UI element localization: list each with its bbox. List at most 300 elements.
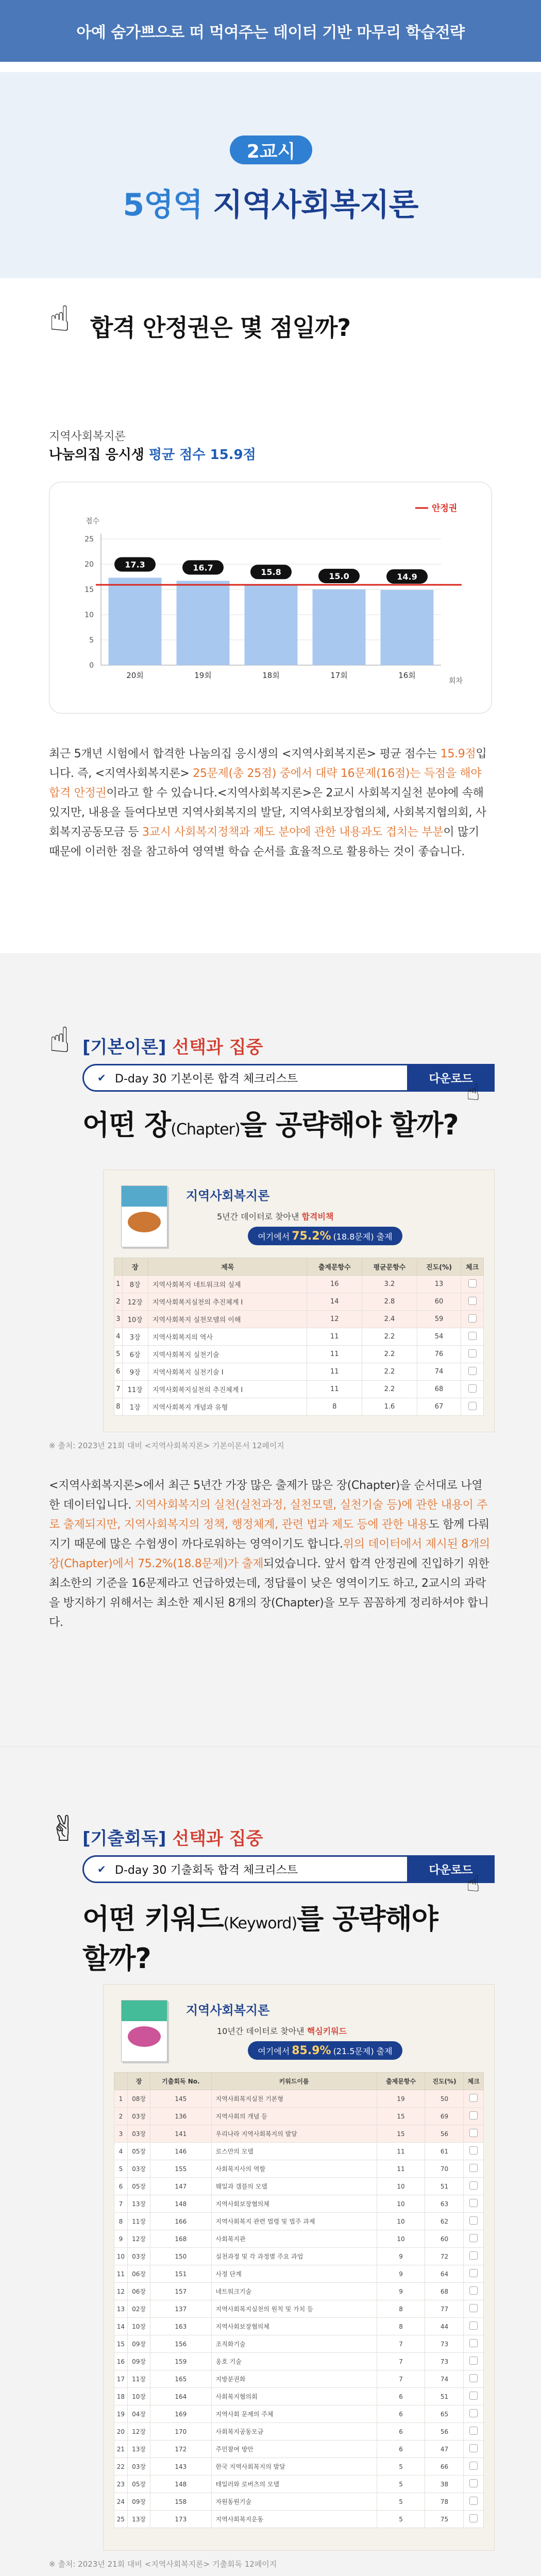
table-cell: 8 [377,2300,425,2318]
table-cell: 11 [377,2143,425,2160]
body-text: 도 함께 다뤄지기 때문에 많은 수험생이 까다로워하는 영역이기도 합니다. [49,1518,489,1551]
table-cell: 4 [114,1328,123,1346]
check-cell[interactable] [461,1311,484,1328]
check-icon: ✔ [97,1863,106,1875]
score-chart-svg [49,482,493,714]
checkbox[interactable] [469,2234,478,2242]
data-label: 15.8 [261,567,281,578]
check-cell[interactable] [464,2108,484,2125]
check-cell[interactable] [461,1346,484,1363]
section-keywords [0,1747,541,2576]
table-cell: 165 [150,2370,211,2388]
table-cell: 실천과정 및 각 과정별 주요 과업 [211,2248,377,2265]
table-cell: 10 [377,2213,425,2230]
table-cell: 9장 [122,1363,148,1381]
table-cell: 옹호 기술 [211,2353,377,2370]
table-cell: 2.2 [362,1346,417,1363]
x-tick-label: 19회 [194,671,212,680]
table-cell: 10장 [122,1311,148,1328]
table-cell: 44 [425,2318,464,2335]
table-row [114,2405,484,2423]
table-cell: 지역사회복지 네트워크의 실제 [148,1276,307,1293]
table-cell: 151 [150,2265,211,2283]
bar [245,585,298,665]
table-cell: 51 [425,2388,464,2405]
table-cell: 사회복지관 [211,2230,377,2248]
check-cell[interactable] [464,2265,484,2283]
check-cell[interactable] [464,2143,484,2160]
table-cell: 11 [377,2160,425,2178]
table-cell: 11 [307,1328,362,1346]
check-cell[interactable] [464,2441,484,2458]
checkbox[interactable] [468,1402,477,1410]
table-cell: 64 [425,2265,464,2283]
check-cell[interactable] [461,1398,484,1416]
y-tick-label: 10 [84,611,94,619]
table-cell: 9 [114,2230,128,2248]
y-tick-label: 15 [84,586,94,594]
table-cell: 05장 [127,2143,150,2160]
table-cell: 웨일과 갬블의 모델 [211,2178,377,2195]
table-cell: 17 [114,2370,128,2388]
body-text: <지역사회복지론>은 2교시 사회복지실천 분야에 속해있지만, 내용을 들여다보면 지역사회복지의 발달, 지역사회보장협의체, 사회복지협의회, 사회복지공동모금 등 [49,787,486,839]
keyword-table-card [103,1984,495,2551]
card-title: 지역사회복지론 [186,2003,270,2018]
checkbox[interactable] [469,2409,478,2417]
table-row [114,2090,484,2108]
check-cell[interactable] [461,1328,484,1346]
table-cell: 7 [377,2370,425,2388]
table-cell: 지역사회 문제의 주체 [211,2405,377,2423]
table-cell: 06장 [127,2265,150,2283]
table-cell: 14 [307,1293,362,1311]
table-cell: 지역사회복지 관련 법령 및 법주 과제 [211,2213,377,2230]
checkbox[interactable] [468,1384,477,1393]
checklist-text: D-day 30 기출회독 합격 체크리스트 [115,1863,298,1877]
table-cell: 12장 [127,2230,150,2248]
table-cell: 08장 [127,2090,150,2108]
table-cell: 10 [114,2248,128,2265]
table-cell: 18 [114,2388,128,2405]
table-cell: 우리나라 지역사회복지의 발달 [211,2125,377,2143]
check-cell[interactable] [461,1381,484,1398]
body-text: 입니다. 즉, <지역사회복지론> [49,748,487,780]
data-label: 16.7 [193,563,213,573]
checkbox[interactable] [469,2339,478,2347]
table-header [114,1258,123,1276]
table-cell: 2 [114,1293,123,1311]
table-row [114,2388,484,2405]
table-cell: 12 [114,2283,128,2300]
table-cell: 6장 [122,1346,148,1363]
table-row [114,2125,484,2143]
table-cell: 8 [114,2213,128,2230]
table-cell: 8 [307,1398,362,1416]
table-cell: 50 [425,2090,464,2108]
cursor-hand-icon: ☝ [466,1079,480,1106]
title-accent: 5영역 [123,187,203,223]
table-row [114,1381,484,1398]
checkbox[interactable] [469,2251,478,2260]
table-cell: 3 [114,2125,128,2143]
table-cell: 3 [114,1311,123,1328]
table-row [114,2300,484,2318]
checkbox[interactable] [469,2129,478,2137]
table-cell: 05장 [127,2178,150,2195]
checklist-bar [82,1855,495,1883]
section1-heading: 합격 안정권은 몇 점일까? [90,314,351,342]
check-icon: ✔ [97,1072,106,1084]
table-cell: 03장 [127,2125,150,2143]
table-cell: 56 [425,2125,464,2143]
table-cell: 2.2 [362,1381,417,1398]
table-cell: 5 [377,2458,425,2476]
table-cell: 지역사회복지실천의 추진체계 Ⅰ [148,1381,307,1398]
table-row [114,1311,484,1328]
table-cell: 04장 [127,2405,150,2423]
table-cell: 09장 [127,2353,150,2370]
table-cell: 163 [150,2318,211,2335]
table-cell: 6 [377,2423,425,2441]
checkbox[interactable] [469,2269,478,2277]
checkbox[interactable] [469,2427,478,2435]
table-cell: 10 [377,2230,425,2248]
table-cell: 47 [425,2441,464,2458]
table-row [114,1346,484,1363]
table-cell: 147 [150,2178,211,2195]
check-cell[interactable] [461,1363,484,1381]
x-tick-label: 18회 [262,671,280,680]
check-cell[interactable] [464,2160,484,2178]
check-cell[interactable] [464,2493,484,2511]
checkbox[interactable] [469,2321,478,2330]
table-cell: 03장 [127,2108,150,2125]
table-cell: 164 [150,2388,211,2405]
checkbox[interactable] [469,2216,478,2225]
table-cell: 155 [150,2160,211,2178]
table-cell: 12장 [127,2423,150,2441]
table-cell: 24 [114,2493,128,2511]
table-cell: 10장 [127,2318,150,2335]
card-subtitle: 10년간 데이터로 찾아낸 핵심키워드 [217,2026,347,2036]
table-row [114,2283,484,2300]
table-cell: 9 [377,2283,425,2300]
table-cell: 23 [114,2476,128,2493]
table-cell: 156 [150,2335,211,2353]
table-cell: 68 [417,1381,461,1398]
table-cell: 10 [377,2178,425,2195]
checkbox[interactable] [469,2111,478,2120]
checkbox[interactable] [468,1314,477,1323]
table-cell: 75 [425,2511,464,2528]
table-cell: 지역사회복지실천의 원칙 및 가치 등 [211,2300,377,2318]
checkbox[interactable] [469,2462,478,2470]
check-cell[interactable] [464,2195,484,2213]
table-cell: 4 [114,2143,128,2160]
card-pill: 여기에서 85.9% (21.5문제) 출제 [248,2041,402,2060]
table-cell: 13장 [127,2195,150,2213]
table-cell: 8 [377,2318,425,2335]
checkbox[interactable] [469,2514,478,2522]
table-cell: 51 [425,2178,464,2195]
check-cell[interactable] [464,2248,484,2265]
table-cell: 지역사회복지 실천기술 Ⅰ [148,1363,307,1381]
check-cell[interactable] [464,2230,484,2248]
table-cell: 03장 [127,2160,150,2178]
checkbox[interactable] [469,2181,478,2190]
table-row [114,1293,484,1311]
subject-label: 지역사회복지론 [49,430,126,443]
table-cell: 70 [425,2160,464,2178]
table-cell: 72 [425,2248,464,2265]
checkbox[interactable] [469,2286,478,2295]
table-cell: 158 [150,2493,211,2511]
table-header: 평균문항수 [362,1258,417,1276]
table-cell: 자원동원기술 [211,2493,377,2511]
bar [381,590,434,665]
check-cell[interactable] [464,2388,484,2405]
check-cell[interactable] [464,2458,484,2476]
table-row [114,2458,484,2476]
table-cell: 38 [425,2476,464,2493]
victory-hand-icon: ✌ [49,1809,78,1850]
x-axis-label: 회차 [449,677,463,685]
card-title: 지역사회복지론 [186,1189,270,1203]
table-cell: 로스만의 모델 [211,2143,377,2160]
table-cell: 59 [417,1311,461,1328]
checkbox[interactable] [469,2497,478,2505]
table-row [114,1276,484,1293]
check-cell[interactable] [464,2213,484,2230]
y-tick-label: 20 [84,561,94,569]
chapter-table [114,1258,484,1416]
table-cell: 148 [150,2195,211,2213]
table-cell: 54 [417,1328,461,1346]
y-axis-label: 점수 [86,517,100,526]
section2-tag: [기본이론] 선택과 집중 [82,1037,263,1058]
checkbox[interactable] [469,2304,478,2312]
download-button[interactable]: 다운로드 [407,1855,495,1883]
table-row [114,1328,484,1346]
table-cell: 5 [377,2493,425,2511]
checkbox[interactable] [468,1279,477,1287]
check-cell[interactable] [464,2353,484,2370]
checklist-text: D-day 30 기본이론 합격 체크리스트 [115,1072,298,1086]
checkbox[interactable] [469,2479,478,2487]
check-cell[interactable] [464,2405,484,2423]
banner-text: 아예 숨가쁘으로 떠 먹여주는 데이터 기반 마무리 학습전략 [76,24,465,42]
table-cell: 11장 [122,1381,148,1398]
page-title [0,180,541,225]
checkbox[interactable] [469,2392,478,2400]
table-cell: 3.2 [362,1276,417,1293]
table-cell: 1 [114,2090,128,2108]
data-label: 17.3 [125,560,145,570]
table-cell: 6 [377,2405,425,2423]
body-text: 이 많기 때문에 이러한 점을 참고하여 영역별 학습 순서를 효율적으로 활용하는 것이 좋습니다. [49,826,479,858]
table-cell: 74 [425,2370,464,2388]
table-cell: 13 [417,1276,461,1293]
checkbox[interactable] [468,1367,477,1375]
table-row [114,2108,484,2125]
legend-label: 안정권 [432,503,458,514]
checkbox[interactable] [468,1297,477,1305]
table-cell: 테일러와 로버츠의 모델 [211,2476,377,2493]
table-cell: 13장 [127,2441,150,2458]
checkbox[interactable] [469,2164,478,2172]
table-cell: 5 [377,2476,425,2493]
pointing-hand-icon: ☝ [49,299,71,340]
table-cell: 09장 [127,2493,150,2511]
data-label: 14.9 [397,571,417,582]
section2-paragraph [49,1476,492,1633]
check-cell[interactable] [464,2511,484,2528]
table-cell: 7 [377,2335,425,2353]
table-cell: 65 [425,2405,464,2423]
checkbox[interactable] [469,2094,478,2102]
book-cover-icon [121,2000,167,2062]
table-cell: 8장 [122,1276,148,1293]
check-cell[interactable] [464,2423,484,2441]
table-header: 제목 [148,1258,307,1276]
checkbox[interactable] [469,2199,478,2207]
table-cell: 11장 [127,2213,150,2230]
table-cell: 15 [377,2108,425,2125]
table-cell: 145 [150,2090,211,2108]
table-row [114,2335,484,2353]
table-cell: 사회복지사의 역할 [211,2160,377,2178]
table-cell: 1 [114,1276,123,1293]
table-cell: 2.2 [362,1328,417,1346]
table-row [114,2213,484,2230]
check-cell[interactable] [464,2318,484,2335]
table-header: 진도(%) [425,2073,464,2090]
table-cell: 10장 [127,2388,150,2405]
table-cell: 12장 [122,1293,148,1311]
table-cell: 60 [425,2230,464,2248]
table-cell: 62 [425,2213,464,2230]
table-cell: 9 [377,2265,425,2283]
top-banner [0,0,541,62]
table-cell: 2 [114,2108,128,2125]
check-cell[interactable] [464,2178,484,2195]
table-header: 출제문항수 [377,2073,425,2090]
table-row [114,2160,484,2178]
table-cell: 19 [377,2090,425,2108]
table-cell: 지역사회복지 실천기술 [148,1346,307,1363]
table-cell: 14 [114,2318,128,2335]
table-cell: 지역사회복지의 역사 [148,1328,307,1346]
table-cell: 73 [425,2353,464,2370]
table-cell: 2.2 [362,1363,417,1381]
table-header: 장 [127,2073,150,2090]
table-cell: 09장 [127,2335,150,2353]
check-cell[interactable] [461,1293,484,1311]
table-row [114,2248,484,2265]
table-cell: 11 [114,2265,128,2283]
table-header: 진도(%) [417,1258,461,1276]
table-cell: 지역사회복지실천 기본형 [211,2090,377,2108]
hero [0,72,541,289]
body-text: 되었습니다. 앞서 합격 안정권에 진입하기 위한 최소한의 기준을 16문제라고 언급하였는데, 정답률이 낮은 영역이기도 하고, 2교시의 과락을 방지하기 위해서는 최소한 제시된 8개의 장(Chapter)을 모두 꼼꼼하게 정리하셔야 합니다. [49,1557,489,1629]
highlight-text: 3교시 사회복지정책과 제도 분야에 관한 내용과도 겹치는 부분 [142,826,444,839]
checkbox[interactable] [469,2357,478,2365]
download-button[interactable]: 다운로드 [407,1064,495,1092]
table-cell: 지역사회복지실천의 추진체계 Ⅰ [148,1293,307,1311]
table-cell: 5 [114,1346,123,1363]
table-row [114,2230,484,2248]
check-cell[interactable] [464,2335,484,2353]
table-cell: 19 [114,2405,128,2423]
body-text: <지역사회복지론>에서 최근 5년간 가장 많은 출제가 많은 장(Chapter)을 순서대로 나열한 데이터입니다. [49,1479,483,1512]
check-cell[interactable] [464,2300,484,2318]
checkbox[interactable] [469,2374,478,2382]
table-cell: 11장 [127,2370,150,2388]
title-rest: 지역사회복지론 [202,187,418,223]
highlight-text: 위의 데이터에서 제시된 8개의 장(Chapter)에서 75.2%(18.8문제)가 출제 [49,1538,490,1570]
table-row [114,2318,484,2335]
table-cell: 지역사회복지 실천모델의 이해 [148,1311,307,1328]
table-cell: 03장 [127,2458,150,2476]
table-cell: 9 [377,2248,425,2265]
checkbox[interactable] [468,1349,477,1358]
table-cell: 21 [114,2441,128,2458]
check-cell[interactable] [464,2090,484,2108]
table-cell: 7 [114,2195,128,2213]
table-cell: 6 [377,2441,425,2458]
check-cell[interactable] [464,2370,484,2388]
table-cell: 150 [150,2248,211,2265]
table-cell: 74 [417,1363,461,1381]
table-cell: 159 [150,2353,211,2370]
table-cell: 148 [150,2476,211,2493]
check-cell[interactable] [464,2283,484,2300]
cursor-hand-icon: ☝ [466,1871,480,1897]
checkbox[interactable] [469,2444,478,2452]
table-cell: 69 [425,2108,464,2125]
body-text: 이라고 할 수 있습니다. [106,787,217,800]
y-tick-label: 25 [84,535,94,544]
average-score-label: 나눔의집 응시생 평균 점수 15.9점 [49,447,256,463]
table-cell: 사회복지공동모금 [211,2423,377,2441]
table-row [114,1398,484,1416]
check-cell[interactable] [464,2476,484,2493]
bar [109,578,162,665]
table-cell: 170 [150,2423,211,2441]
check-cell[interactable] [461,1276,484,1293]
table-cell: 네트워크기술 [211,2283,377,2300]
table-cell: 2.4 [362,1311,417,1328]
checkbox[interactable] [468,1332,477,1340]
table-cell: 172 [150,2441,211,2458]
table-cell: 6 [377,2388,425,2405]
checkbox[interactable] [469,2146,478,2155]
table-row [114,2353,484,2370]
table-row [114,2423,484,2441]
card-pill: 여기에서 75.2% (18.8문제) 출제 [248,1227,402,1245]
table-cell: 15 [114,2335,128,2353]
table-header: 출제문항수 [307,1258,362,1276]
bar [177,581,230,665]
section-pass-score [0,278,541,953]
pointing-hand-icon: ☝ [49,1020,71,1061]
table-cell: 22 [114,2458,128,2476]
table-cell: 157 [150,2283,211,2300]
table-cell: 05장 [127,2476,150,2493]
check-cell[interactable] [464,2125,484,2143]
table-cell: 168 [150,2230,211,2248]
section1-paragraph [49,744,492,862]
